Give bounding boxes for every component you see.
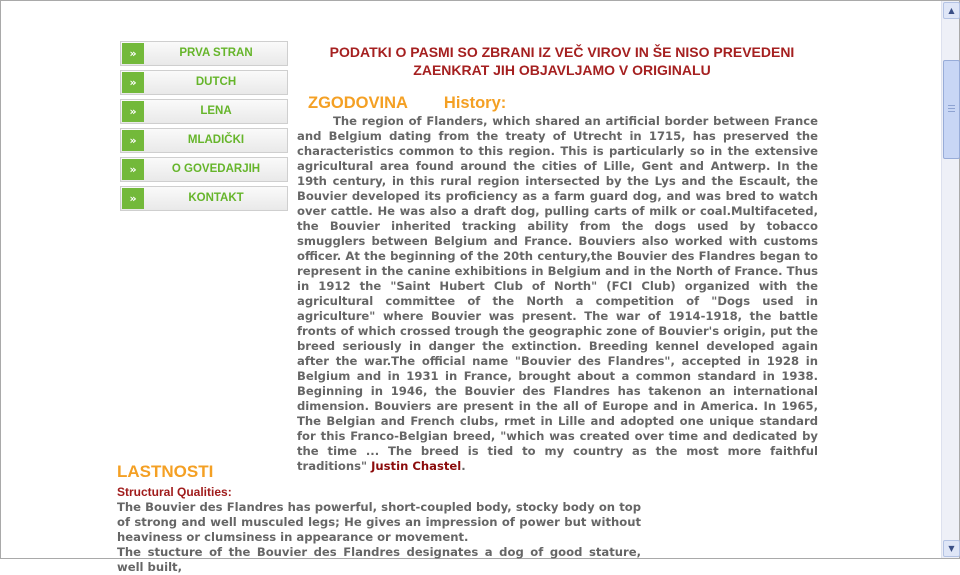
nav-item-label: KONTAKT bbox=[188, 192, 244, 204]
grip-line bbox=[948, 105, 955, 106]
arrow-right-icon: » bbox=[122, 72, 144, 93]
nav-item-label: DUTCH bbox=[195, 76, 237, 88]
scroll-up-icon[interactable]: ▲ bbox=[943, 2, 960, 19]
arrow-right-icon: » bbox=[122, 159, 144, 180]
properties-paragraph: The Bouvier des Flandres has powerful, short-coupled body, stocky body on top of strong and well musculed legs; He gives an impression of power but without heaviness or clumsiness in appearance or movement. bbox=[117, 500, 641, 544]
nav-item-label: PRVA STRAN bbox=[179, 47, 253, 59]
nav-item-mladicki[interactable] bbox=[120, 128, 288, 153]
nav-item-dutch[interactable] bbox=[120, 70, 288, 95]
nav-item-prva-stran[interactable] bbox=[120, 41, 288, 66]
grip-line bbox=[948, 108, 955, 109]
history-heading-sl: ZGODOVINA bbox=[308, 94, 408, 112]
history-paragraph: The region of Flanders, which shared an artificial border between France and Belgium dating from the treaty of Utrecht in 1715, has preserved the characteristics common to this region. This is particularly so in the extensive agricultural area found around the cities of Lille, Gent and Antwerp. In the 19th century, in this rural region intersected by the Lys and the Escault, the Bouvier developed its proficiency as a farm guard dog, and was bred to watch over cattle. He was also a draft dog, pulling carts of milk or coal.Multifaceted, the Bouvier inherited tracking ability from the dogs used by tobacco smugglers between Belgium and France. Bouviers also worked with customs officer. At the beginning of the 20th century,the Bouvier des Flandres began to represent in the canine exhibitions in Belgium and in the North of France. Thus in 1912 the "Saint Hubert Club of North" (FCI Club) organized with the agricultural committee of the North a competition of "Dogs used in agriculture" where Bouvier was present. The war of 1914-1918, the battle fronts of which crossed trough the geographic zone of Bouvier's origin, put the breed seriously in danger the extinction. Breeding kennel developed again after the war.The official name "Bouvier des Flandres", accepted in 1928 in Belgium and in 1931 in France, brought about a common standard in 1938. Beginning in 1946, the Bouvier des Flandres has takenon an international dimension. Bouviers are present in the all of Europe and in America. In 1965, The Belgian and French clubs, rmet in Lille and adopted one unique standard for this Franco-Belgian breed, "which was created over time and dedicated by the time ... The breed is tied to my country as the most more faithful traditions" bbox=[297, 114, 818, 473]
arrow-right-icon: » bbox=[122, 130, 144, 151]
arrow-right-icon: » bbox=[122, 188, 144, 209]
history-text bbox=[297, 114, 818, 474]
arrow-right-icon: » bbox=[122, 101, 144, 122]
vertical-scrollbar[interactable] bbox=[941, 1, 959, 558]
main-navigation bbox=[120, 41, 288, 215]
arrow-right-icon: » bbox=[122, 43, 144, 64]
history-heading bbox=[308, 94, 506, 113]
nav-item-label: O GOVEDARJIH bbox=[171, 163, 261, 175]
nav-item-label: LENA bbox=[200, 105, 232, 117]
properties-paragraph: The stucture of the Bouvier des Flandres designates a dog of good stature, well built, bbox=[117, 545, 641, 574]
nav-item-kontakt[interactable] bbox=[120, 186, 288, 211]
properties-heading: LASTNOSTI bbox=[117, 462, 214, 481]
page-title: PODATKI O PASMI SO ZBRANI IZ VEČ VIROV IN ŠE NISO PREVEDENI ZAENKRAT JIH OBJAVLJAMO V ORIGINALU bbox=[329, 44, 795, 78]
scroll-down-icon[interactable]: ▼ bbox=[943, 540, 960, 557]
structural-qualities-heading: Structural Qualities: bbox=[117, 485, 232, 499]
nav-item-label: MLADIČKI bbox=[187, 134, 245, 146]
properties-text bbox=[117, 500, 641, 575]
grip-line bbox=[948, 111, 955, 112]
nav-item-o-govedarjih[interactable] bbox=[120, 157, 288, 182]
author-name: Justin Chastel bbox=[371, 459, 462, 473]
history-heading-en: History: bbox=[443, 94, 507, 112]
nav-item-lena[interactable] bbox=[120, 99, 288, 124]
history-end-punct: . bbox=[461, 459, 466, 473]
scrollbar-thumb[interactable] bbox=[943, 60, 960, 159]
